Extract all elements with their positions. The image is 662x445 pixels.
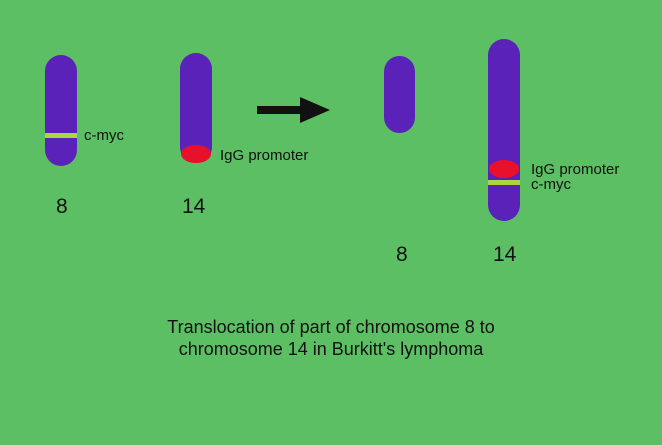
chromosome-8-after — [384, 56, 415, 133]
c-myc-band-after — [488, 180, 520, 185]
chromosome-14-after-number: 14 — [493, 243, 517, 266]
c-myc-band — [45, 133, 77, 138]
chromosome-8-body — [45, 55, 77, 166]
diagram-caption — [0, 316, 662, 360]
c-myc-label: c-myc — [84, 127, 124, 144]
arrow-right-icon — [257, 97, 330, 123]
igg-promoter-marker-after — [489, 160, 519, 178]
chromosome-8-number: 8 — [56, 195, 68, 218]
igg-promoter-label-after: IgG promoter — [531, 161, 620, 178]
chromosome-14-derivative-body — [488, 39, 520, 221]
chromosome-8-derivative-body — [384, 56, 415, 133]
chromosome-8-before — [45, 55, 77, 166]
chromosome-14-before — [180, 53, 212, 163]
chromosome-14-after — [488, 39, 520, 221]
igg-promoter-marker — [181, 145, 211, 163]
c-myc-label-after: c-myc — [531, 176, 571, 193]
chromosome-14-number: 14 — [182, 195, 206, 218]
chromosome-8-after-number: 8 — [396, 243, 408, 266]
igg-promoter-label: IgG promoter — [220, 147, 309, 164]
caption-line-1: Translocation of part of chromosome 8 to — [167, 317, 495, 337]
caption-line-2: chromosome 14 in Burkitt's lymphoma — [178, 339, 484, 359]
